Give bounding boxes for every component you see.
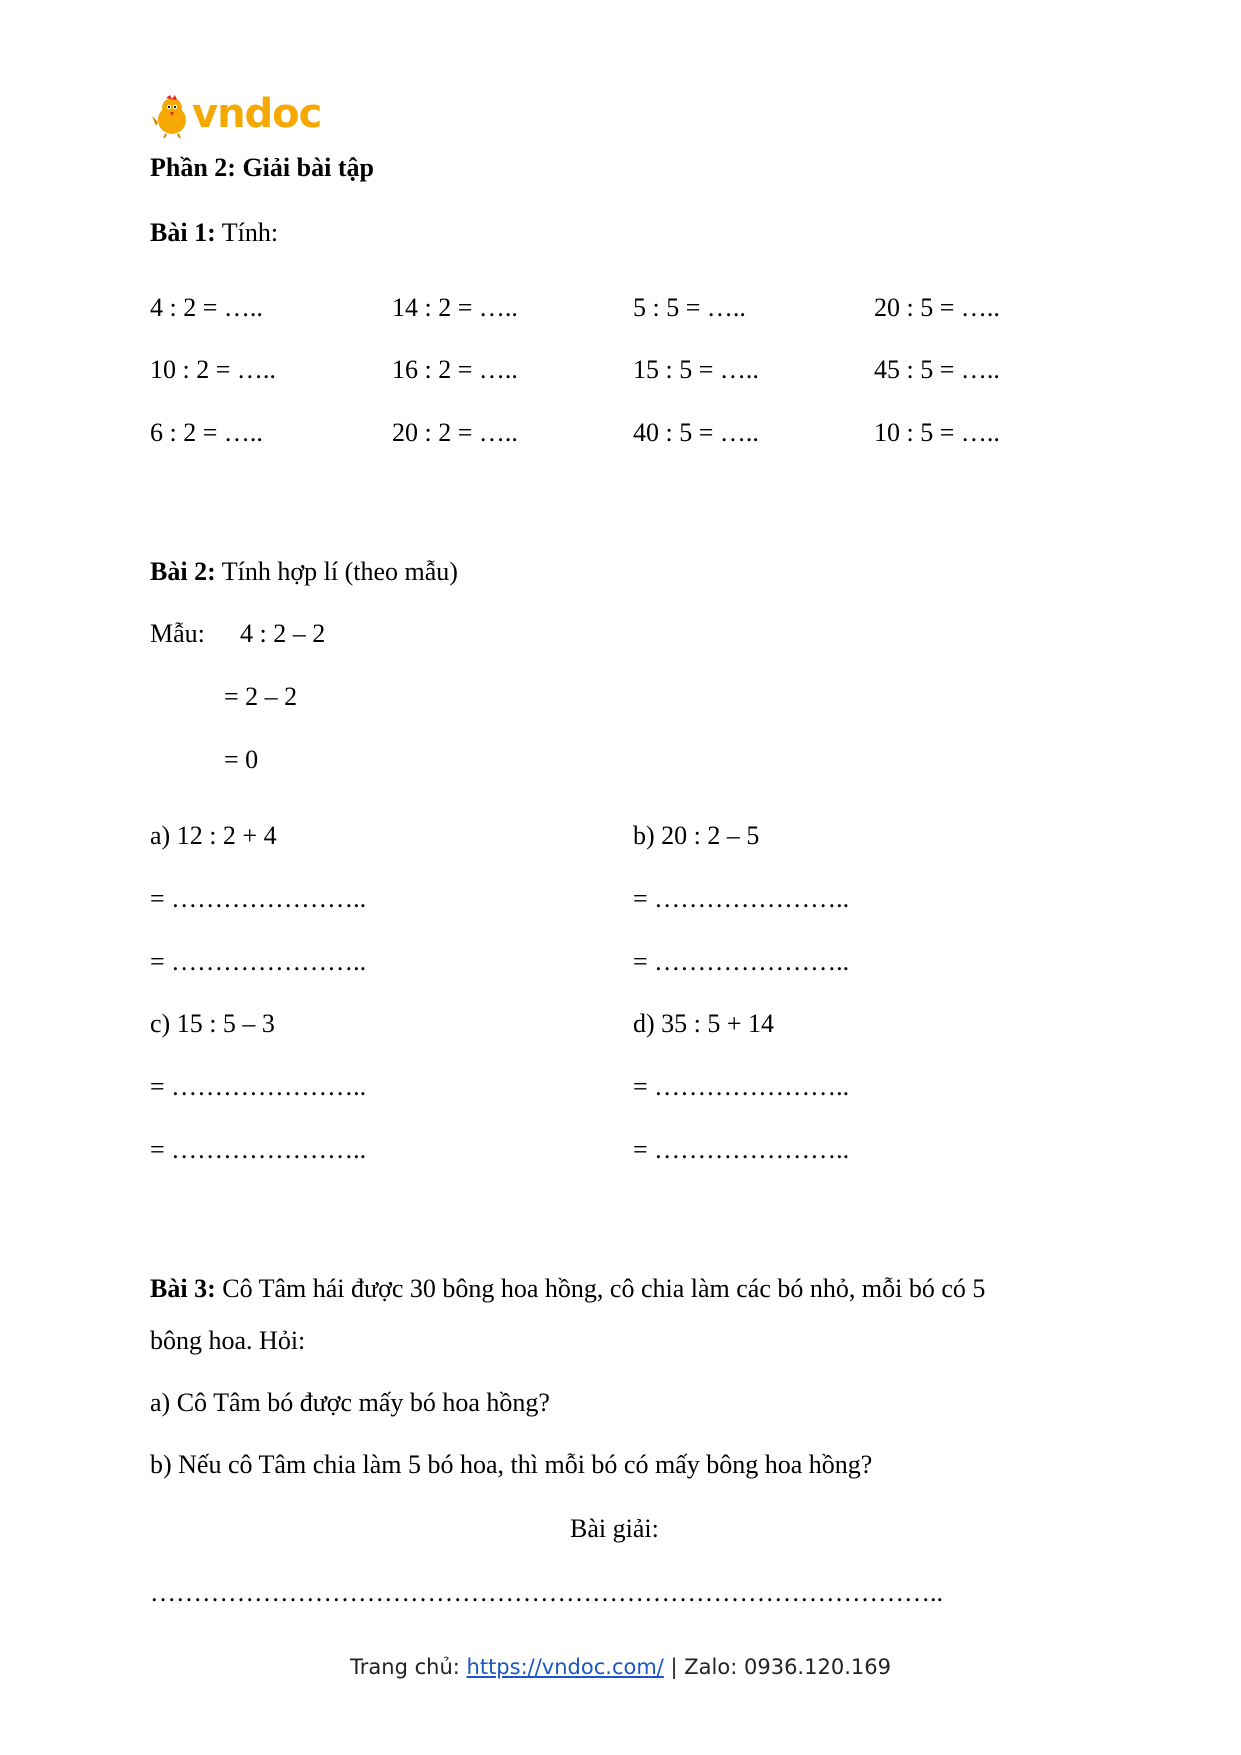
bai1-r1-c0: 10 : 2 = ….. (150, 355, 276, 384)
bai1-r2-c3: 10 : 5 = ….. (874, 418, 1000, 447)
problem-a-expr: a) 12 : 2 + 4 (150, 821, 277, 850)
section-title: Phần 2: Giải bài tập (150, 153, 374, 182)
problem-a-line-1: = ………………….. (150, 884, 367, 913)
bai1-r0-c0: 4 : 2 = ….. (150, 293, 263, 322)
bai1-r1-c3: 45 : 5 = ….. (874, 355, 1000, 384)
bai1-r1-c1: 16 : 2 = ….. (392, 355, 518, 384)
bai3-text-line-2: bông hoa. Hỏi: (150, 1326, 306, 1355)
problem-d-line-1: = ………………….. (633, 1072, 850, 1101)
footer-contact: | Zalo: 0936.120.169 (663, 1655, 891, 1679)
logo-text: vndoc (192, 91, 322, 137)
sample-line-3: = 0 (224, 745, 259, 774)
page-footer (0, 1657, 1241, 1678)
problem-c-line-1: = ………………….. (150, 1072, 367, 1101)
sample-label: Mẫu: (150, 619, 205, 648)
bai1-r1-c2: 15 : 5 = ….. (633, 355, 759, 384)
vndoc-logo (150, 91, 330, 140)
footer-prefix: Trang chủ: (350, 1655, 467, 1679)
problem-d-expr: d) 35 : 5 + 14 (633, 1009, 775, 1038)
sample-line-1: 4 : 2 – 2 (240, 619, 326, 648)
bai1-r2-c0: 6 : 2 = ….. (150, 418, 263, 447)
bai1-label: Bài 1: (150, 218, 216, 247)
problem-c-expr: c) 15 : 5 – 3 (150, 1009, 275, 1038)
bai1-r2-c1: 20 : 2 = ….. (392, 418, 518, 447)
bai1-r0-c1: 14 : 2 = ….. (392, 293, 518, 322)
problem-b-expr: b) 20 : 2 – 5 (633, 821, 760, 850)
bai1-instruction: Tính: (221, 218, 279, 247)
problem-b-line-1: = ………………….. (633, 884, 850, 913)
problem-a-line-2: = ………………….. (150, 947, 367, 976)
problem-c-line-2: = ………………….. (150, 1135, 367, 1164)
bai1-r0-c3: 20 : 5 = ….. (874, 293, 1000, 322)
bai1-r0-c2: 5 : 5 = ….. (633, 293, 746, 322)
bai3-problem-text: Cô Tâm hái được 30 bông hoa hồng, cô chia làm các bó nhỏ, mỗi bó có 5 (222, 1274, 986, 1303)
answer-line: ……………………………………………………………………………….. (150, 1578, 943, 1607)
bai3-question-a: a) Cô Tâm bó được mấy bó hoa hồng? (150, 1388, 550, 1417)
bai2-instruction: Tính hợp lí (theo mẫu) (221, 557, 458, 586)
chicken-mascot-icon (150, 94, 194, 138)
problem-d-line-2: = ………………….. (633, 1135, 850, 1164)
solution-heading: Bài giải: (570, 1514, 659, 1543)
footer-homepage-link[interactable]: https://vndoc.com/ (466, 1655, 664, 1679)
bai2-label: Bài 2: (150, 557, 216, 586)
bai1-r2-c2: 40 : 5 = ….. (633, 418, 759, 447)
sample-line-2: = 2 – 2 (224, 682, 298, 711)
bai1-heading (150, 220, 278, 246)
bai2-heading (150, 559, 458, 585)
problem-b-line-2: = ………………….. (633, 947, 850, 976)
bai3-label: Bài 3: (150, 1274, 216, 1303)
bai3-text-line-1 (150, 1276, 985, 1302)
bai3-question-b: b) Nếu cô Tâm chia làm 5 bó hoa, thì mỗi bó có mấy bông hoa hồng? (150, 1450, 873, 1479)
